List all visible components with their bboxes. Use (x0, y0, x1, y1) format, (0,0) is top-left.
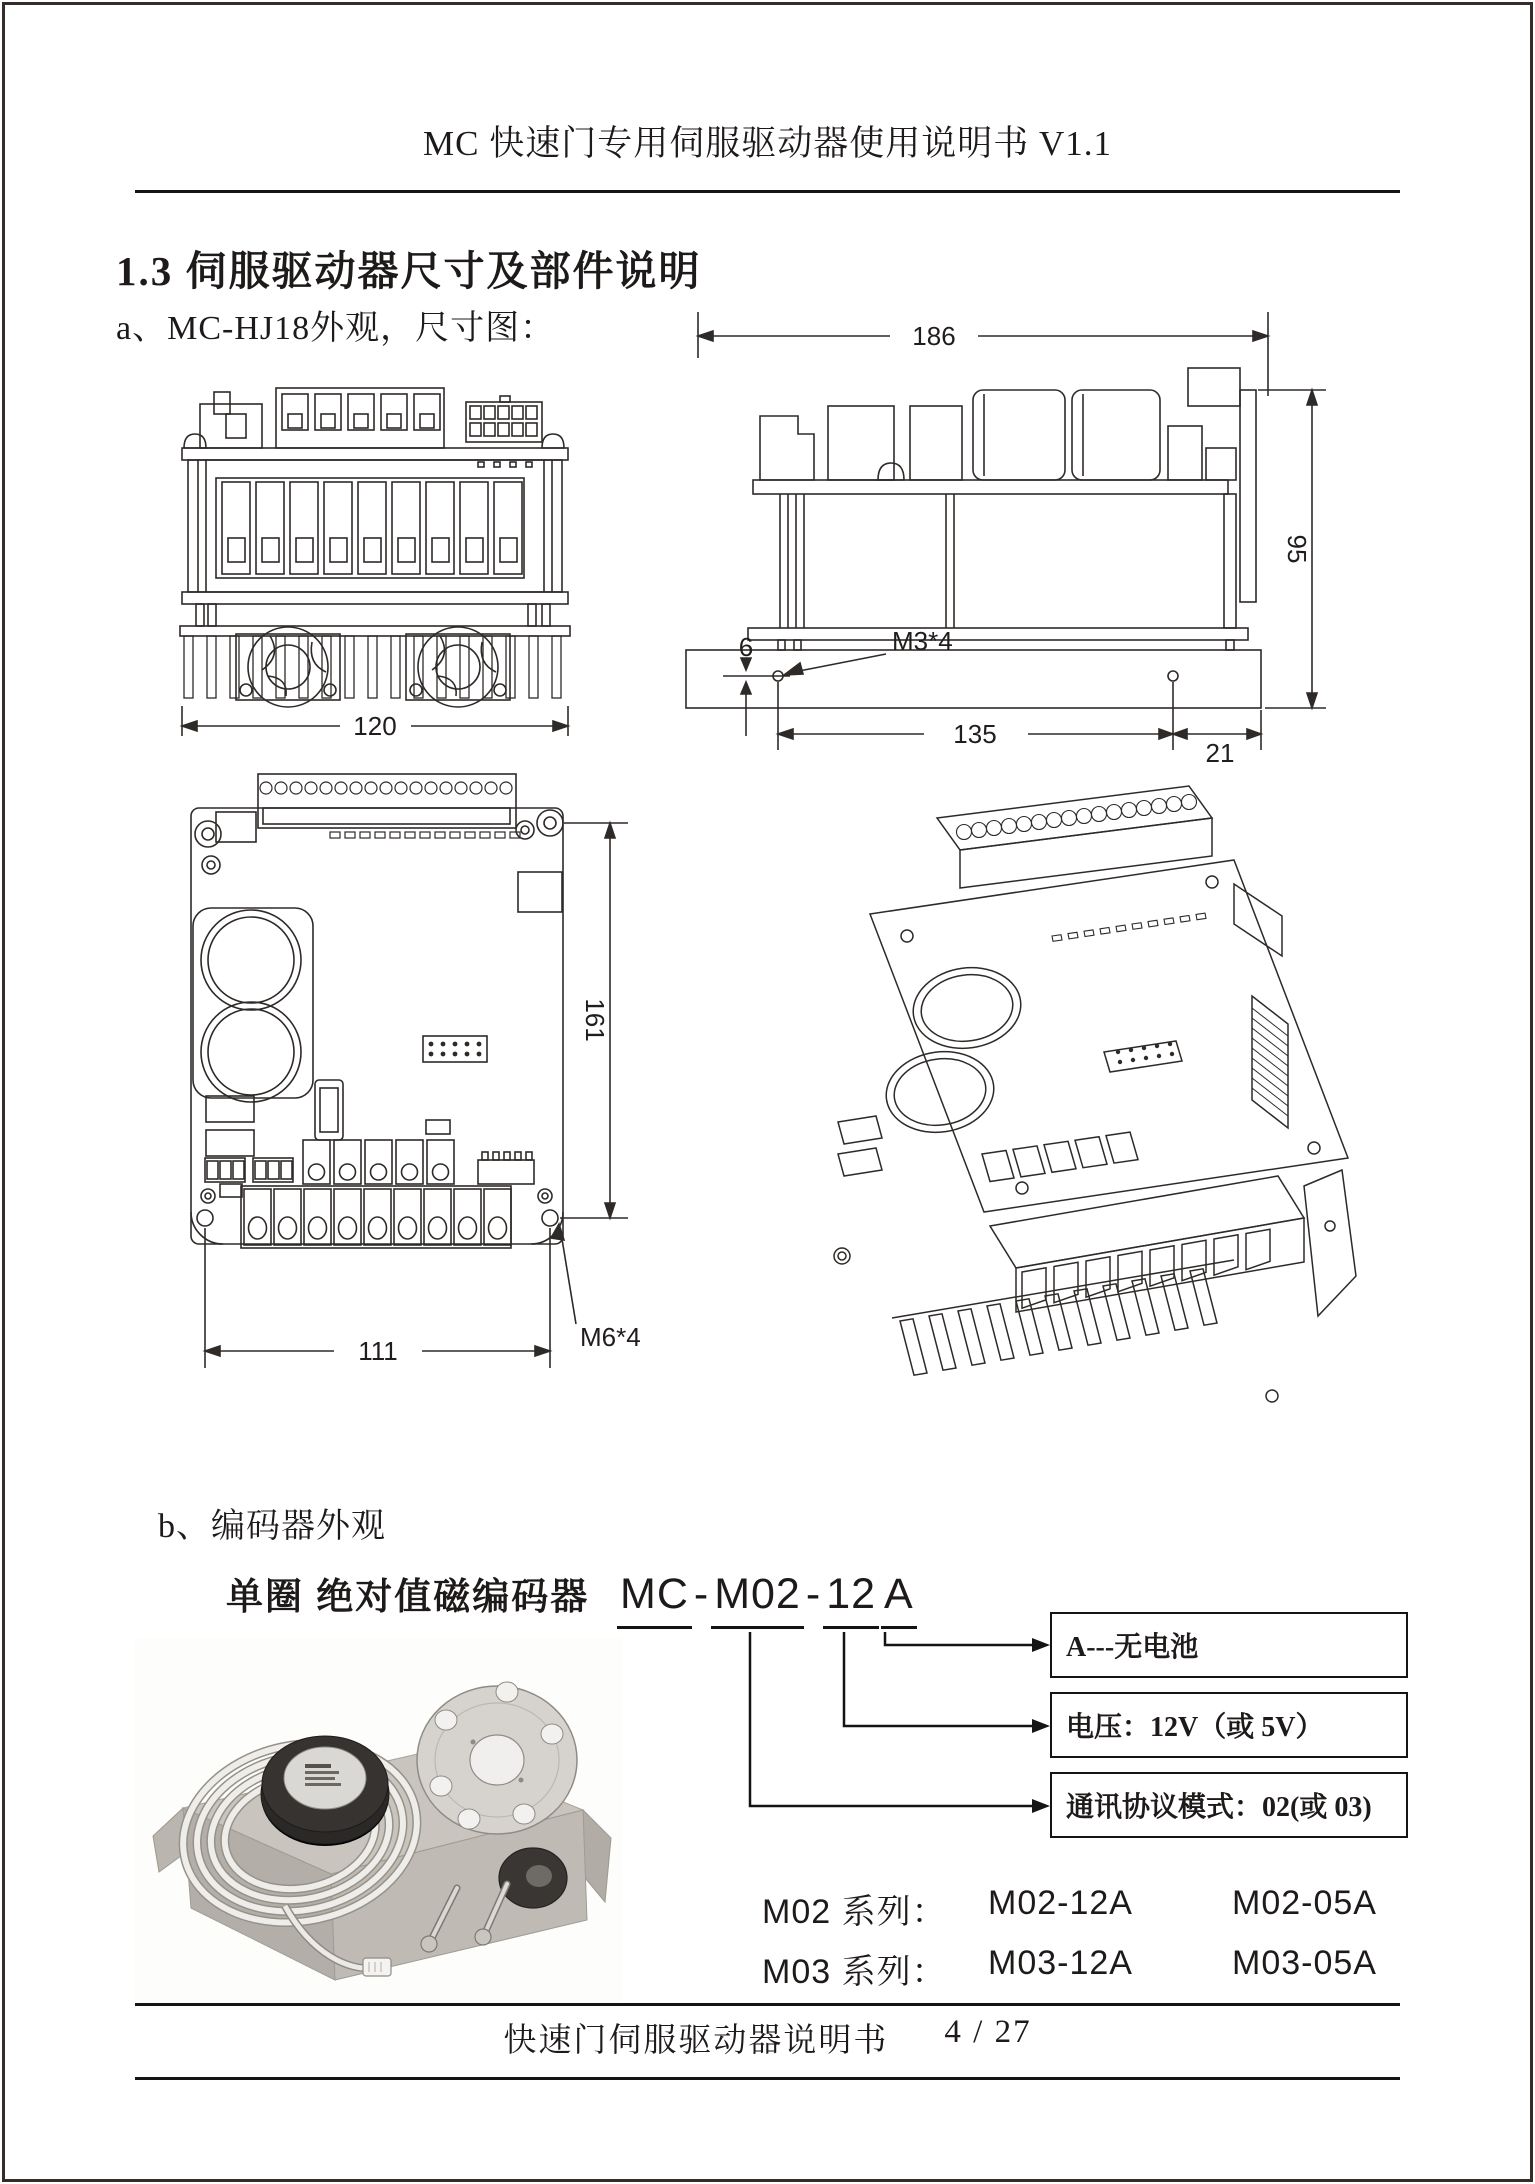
side-width-dim-label: 186 (912, 321, 956, 351)
footer-page-number: 4 / 27 (944, 2014, 1032, 2050)
footer-rule-top (135, 2003, 1400, 2006)
pcb-height-dim-label: 161 (580, 998, 610, 1042)
model-dash2: - (805, 1570, 822, 1618)
encoder-caption: 单圈 绝对值磁编码器 (226, 1576, 590, 1617)
m3-screw-label: M3*4 (892, 626, 953, 656)
series-row-m02-model2: M02-05A (1232, 1884, 1377, 1922)
section-title: 1.3 伺服驱动器尺寸及部件说明 (116, 248, 702, 294)
series-row-m03-model1: M03-12A (988, 1944, 1133, 1982)
fan-left (236, 627, 340, 707)
callout-protocol-label: 通讯协议模式：02(或 03) (1066, 1792, 1372, 1823)
callout-protocol (1050, 1772, 1408, 1838)
page-footer (0, 2014, 1535, 2061)
model-prefix: MC (617, 1570, 692, 1629)
model-dash1: - (693, 1570, 710, 1618)
callout-battery (1050, 1612, 1408, 1678)
encoder-photo (135, 1638, 622, 2003)
item-b-label: b、编码器外观 (158, 1508, 386, 1545)
model-callout-lines (600, 1558, 1070, 1848)
front-view-drawing (178, 378, 573, 748)
series-row-m03-name: M03 系列： (762, 1953, 947, 1991)
hole-offset-dim-label: 6 (738, 632, 754, 662)
header-rule (135, 190, 1400, 193)
side-view-drawing (628, 298, 1338, 763)
callout-battery-label: A---无电池 (1066, 1632, 1199, 1663)
callout-voltage-label: 电压：12V（或 5V） (1066, 1712, 1324, 1743)
pcb-hole-span-dim-label: 111 (358, 1336, 398, 1366)
hole-span-dim-label: 135 (953, 719, 997, 749)
item-a-label: a、MC-HJ18外观，尺寸图： (116, 310, 556, 347)
model-series: M02 (711, 1570, 804, 1629)
side-height-dim-label: 95 (1282, 534, 1312, 564)
model-voltage: 12 (823, 1570, 879, 1629)
edge-dim-label: 21 (1205, 738, 1235, 763)
fan-right (406, 627, 510, 707)
isometric-view-drawing (742, 756, 1362, 1456)
series-row-m03-model2: M03-05A (1232, 1944, 1377, 1982)
footer-title: 快速门伺服驱动器说明书 (503, 2023, 889, 2059)
callout-voltage (1050, 1692, 1408, 1758)
page-header-title: MC 快速门专用伺服驱动器使用说明书 V1.1 (423, 124, 1112, 163)
front-width-dim-label: 120 (353, 711, 397, 741)
footer-rule-bottom (135, 2077, 1400, 2080)
pcb-top-view-drawing (148, 768, 668, 1418)
series-row-m02-name: M02 系列： (762, 1893, 947, 1931)
model-suffix: A (881, 1570, 917, 1629)
m6-screw-label: M6*4 (580, 1322, 641, 1352)
series-row-m02-model1: M02-12A (988, 1884, 1133, 1922)
